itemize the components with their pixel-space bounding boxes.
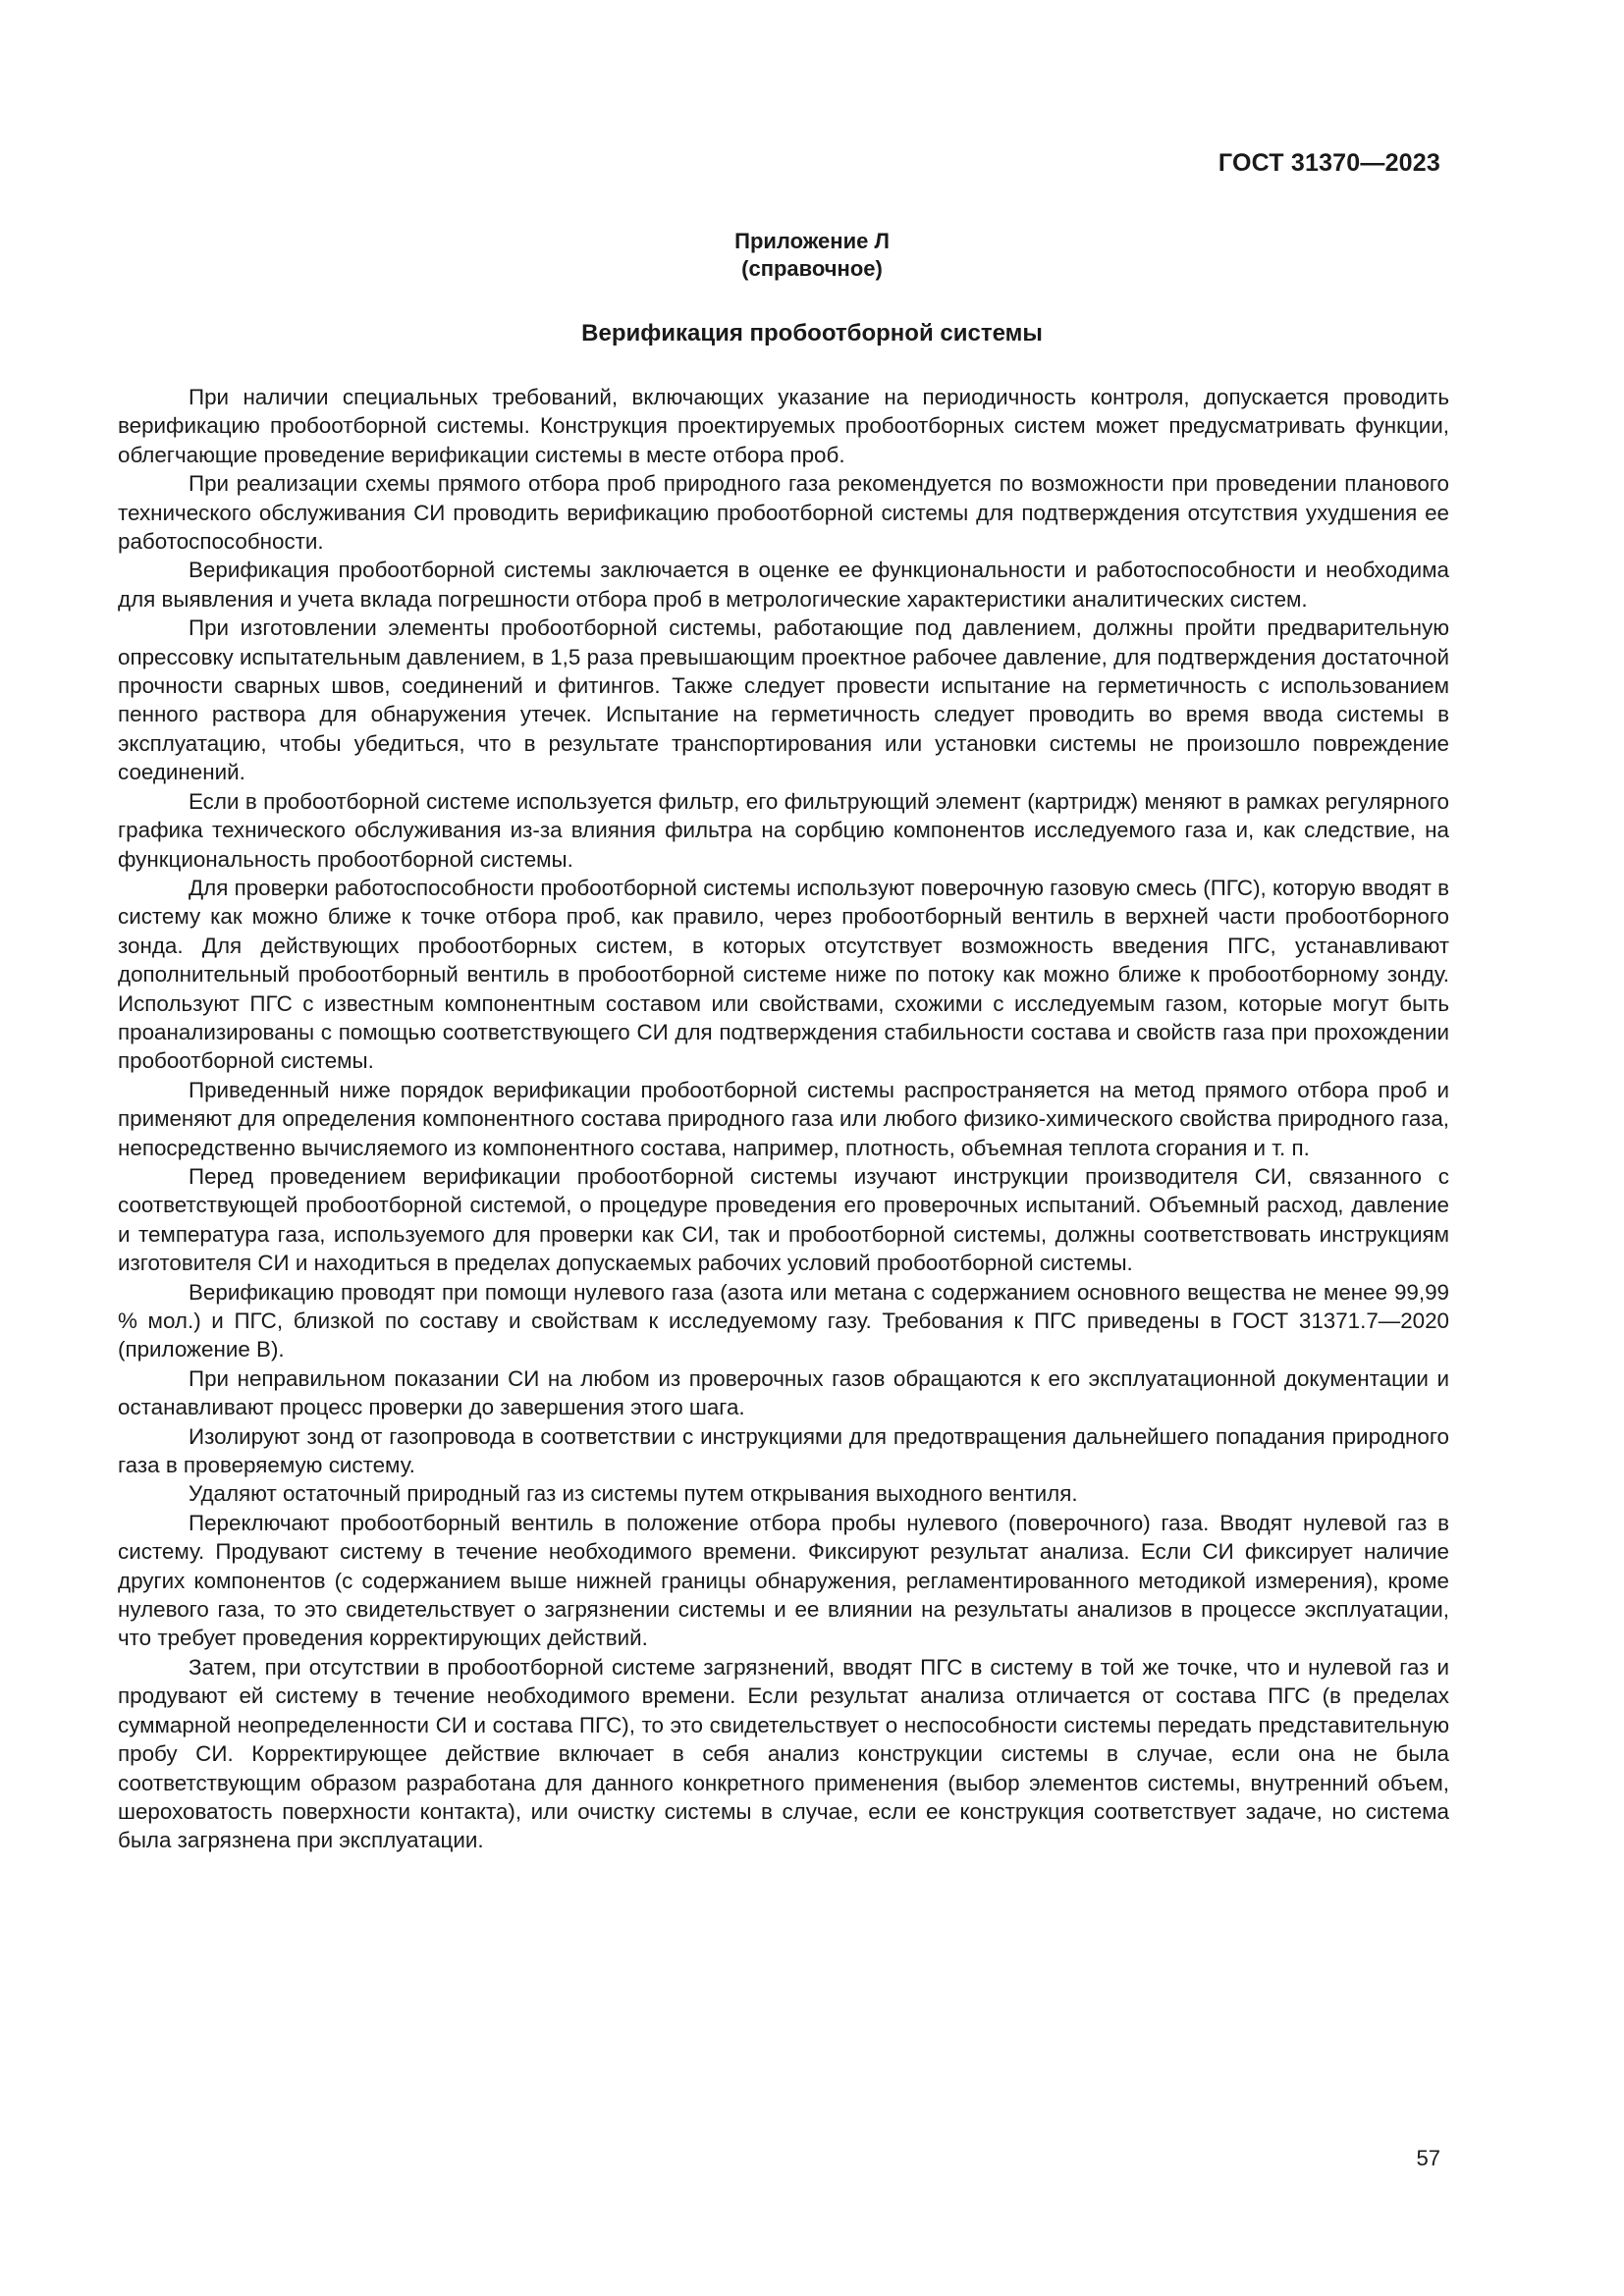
paragraph: Затем, при отсутствии в пробоотборной системе загрязнений, вводят ПГС в систему в той же точке, что и нулевой газ и продувают ей систему в течение необходимого времени. Если результат анализа отличается от состава ПГС (в пределах суммарной неопределенности СИ и состава ПГС), то это свидетельствует о неспособности системы передать представительную пробу СИ. Корректирующее действие включает в себя анализ конструкции системы в случае, если она не была соответствующим образом разработана для данного конкретного применения (выбор элементов системы, внутренний объем, шероховатость поверхности контакта), или очистку системы в случае, если ее конструкция соответствует задаче, но система была загрязнена при эксплуатации. (118, 1654, 1449, 1853)
annex-title: Верификация пробоотборной системы (581, 320, 1043, 347)
annex-status: (справочное) (741, 256, 883, 281)
page-number: 57 (1416, 2146, 1440, 2170)
paragraph: Переключают пробоотборный вентиль в положение отбора пробы нулевого (поверочного) газа. Вводят нулевой газ в систему. Продувают систему в течение необходимого времени. Фиксируют результат анализа. Если СИ фиксирует наличие других компонентов (с содержанием выше нижней границы обнаружения, регламентированного методикой измерения), кроме нулевого газа, то это свидетельствует о загрязнении системы и ее влиянии на результаты анализов в процессе эксплуатации, что требует проведения корректирующих действий. (118, 1510, 1449, 1651)
standard-id: ГОСТ 31370—2023 (1218, 149, 1440, 177)
paragraph: Верификацию проводят при помощи нулевого газа (азота или метана с содержанием основного вещества не менее 99,99 % мол.) и ПГС, близкой по составу и свойствам к исследуемому газу. Требования к ПГС приведены в ГОСТ 31371.7—2020 (приложение В). (118, 1279, 1449, 1362)
paragraph: Изолируют зонд от газопровода в соответствии с инструкциями для предотвращения дальнейшего попадания природного газа в проверяемую систему. (118, 1423, 1449, 1478)
paragraph: Верификация пробоотборной системы заключается в оценке ее функциональности и работоспособности и необходима для выявления и учета вклада погрешности отбора проб в метрологические характеристики аналитических систем. (118, 558, 1449, 612)
paragraph: Приведенный ниже порядок верификации пробоотборной системы распространяется на метод прямого отбора проб и применяют для определения компонентного состава природного газа или любого физико-химического свойства природного газа, непосредственно вычисляемого из компонентного состава, например, плотность, объемная теплота сгорания и т. п. (118, 1077, 1449, 1160)
paragraph: Перед проведением верификации пробоотборной системы изучают инструкции производителя СИ, связанного с соответствующей пробоотборной системой, о процедуре проведения его проверочных испытаний. Объемный расход, давление и температура газа, используемого для проверки как СИ, так и пробоотборной системы, должны соответствовать инструкциям изготовителя СИ и находиться в пределах допускаемых рабочих условий пробоотборной системы. (118, 1163, 1449, 1276)
annex-heading (0, 228, 1624, 283)
paragraph: Удаляют остаточный природный газ из системы путем открывания выходного вентиля. (189, 1481, 1078, 1507)
paragraph: При изготовлении элементы пробоотборной системы, работающие под давлением, должны пройти предварительную опрессовку испытательным давлением, в 1,5 раза превышающим проектное рабочее давление, для подтверждения достаточной прочности сварных швов, соединений и фитингов. Также следует провести испытание на герметичность с использованием пенного раствора для обнаружения утечек. Испытание на герметичность следует проводить во время ввода системы в эксплуатацию, чтобы убедиться, что в результате транспортирования или установки системы не произошло повреждение соединений. (118, 615, 1449, 785)
paragraph: При неправильном показании СИ на любом из проверочных газов обращаются к его эксплуатационной документации и останавливают процесс проверки до завершения этого шага. (118, 1365, 1449, 1420)
paragraph: При реализации схемы прямого отбора проб природного газа рекомендуется по возможности при проведении планового технического обслуживания СИ проводить верификацию пробоотборной системы для подтверждения отсутствия ухудшения ее работоспособности. (118, 471, 1449, 555)
paragraph: Если в пробоотборной системе используется фильтр, его фильтрующий элемент (картридж) меняют в рамках регулярного графика технического обслуживания из-за влияния фильтра на сорбцию компонентов исследуемого газа и, как следствие, на функциональность пробоотборной системы. (118, 788, 1449, 872)
paragraph: При наличии специальных требований, включающих указание на периодичность контроля, допускается проводить верификацию пробоотборной системы. Конструкция проектируемых пробоотборных систем может предусматривать функции, облегчающие проведение верификации системы в месте отбора проб. (118, 385, 1449, 467)
paragraph: Для проверки работоспособности пробоотборной системы используют поверочную газовую смесь (ПГС), которую вводят в систему как можно ближе к точке отбора проб, как правило, через пробоотборный вентиль в верхней части пробоотборного зонда. Для действующих пробоотборных систем, в которых отсутствует возможность введения ПГС, устанавливают дополнительный пробоотборный вентиль в пробоотборной системе ниже по потоку как можно ближе к пробоотборному зонду. Используют ПГС с известным компонентным составом или свойствами, схожими с исследуемым газом, которые могут быть проанализированы с помощью соответствующего СИ для подтверждения стабильности состава и свойств газа при прохождении пробоотборной системы. (118, 875, 1449, 1074)
annex-label: Приложение Л (734, 229, 890, 253)
body-text (118, 383, 1449, 1855)
